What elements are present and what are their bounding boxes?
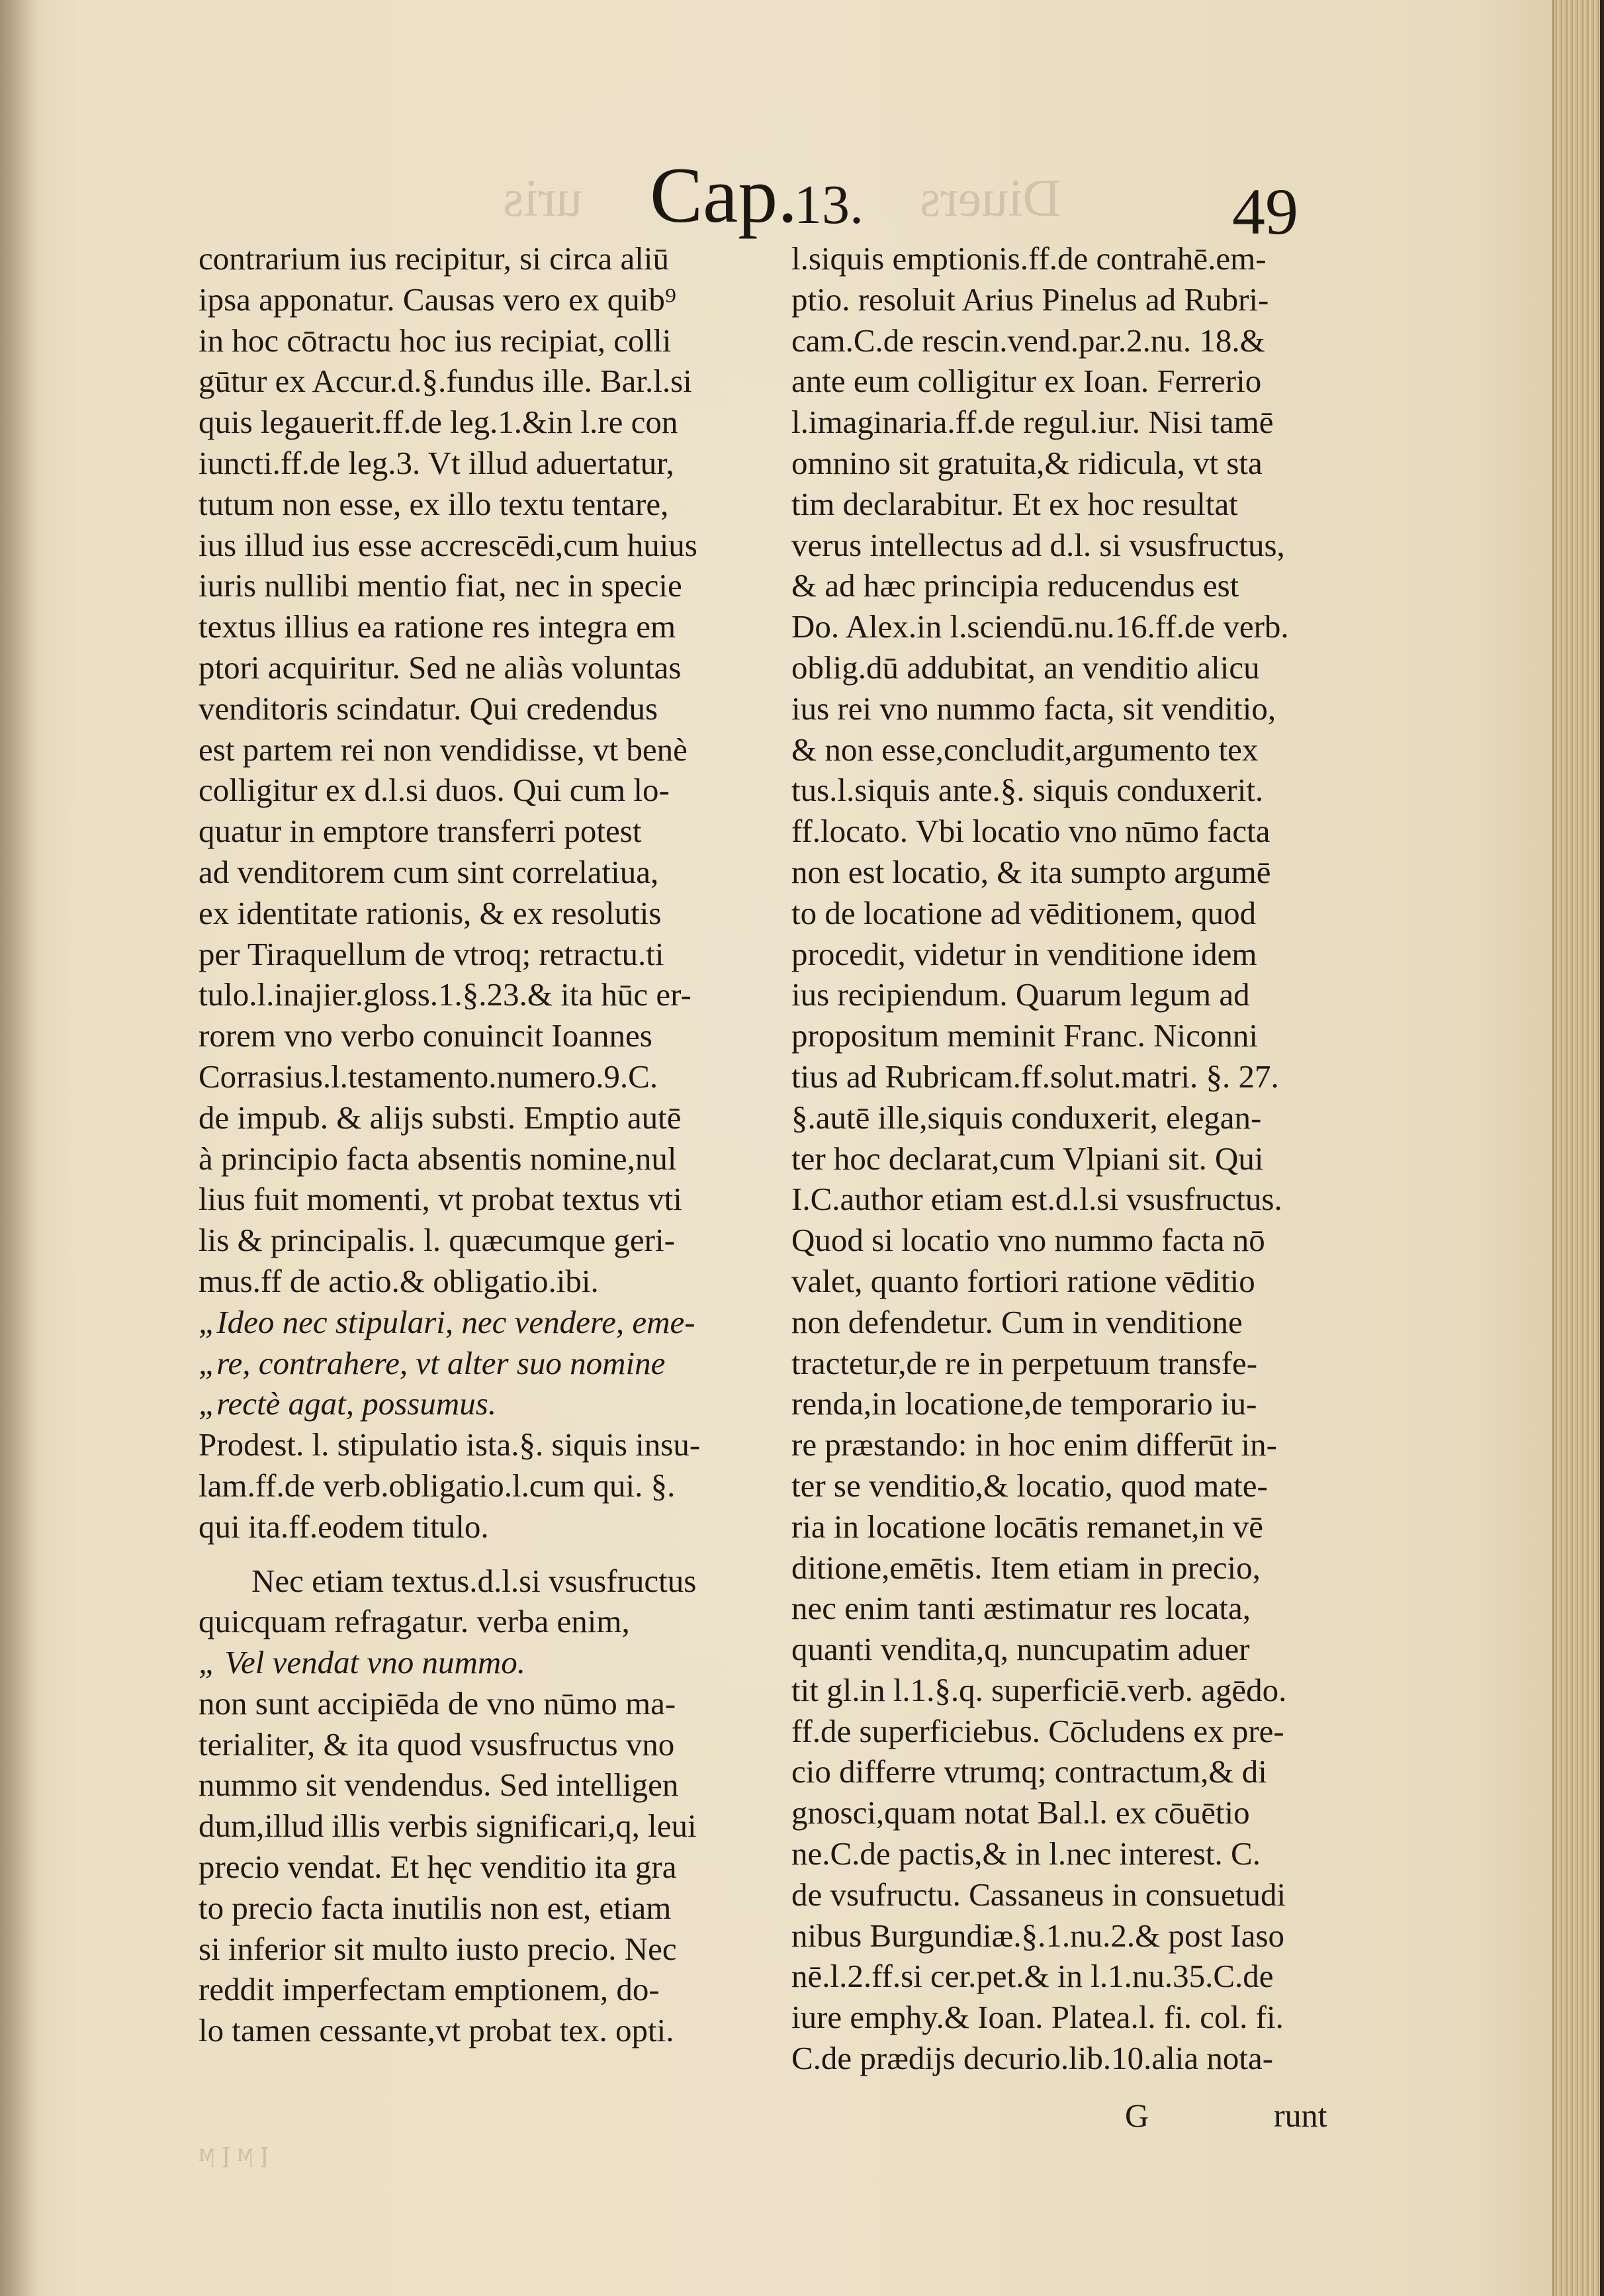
text-line: iure emphy.& Ioan. Platea.l. fi. col. fi. <box>791 1999 1284 2036</box>
text-line: ipsa apponatur. Causas vero ex quib⁹ <box>199 281 676 318</box>
text-line: lam.ff.de verb.obligatio.l.cum qui. §. <box>199 1467 676 1504</box>
text-line: tit gl.in l.1.§.q. superficiē.verb. agēdo. <box>791 1671 1287 1708</box>
text-line: dum,illud illis verbis significari,q, leui <box>199 1808 697 1845</box>
text-line: de vsufructu. Cassaneus in consuetudi <box>791 1876 1286 1913</box>
text-line: verus intellectus ad d.l. si vsusfructus, <box>791 526 1285 563</box>
text-line: omnino sit gratuita,& ridicula, vt sta <box>791 444 1263 481</box>
text-line: quicquam refragatur. verba enim, <box>199 1603 630 1640</box>
italic-quote-line: „rectè agat, possumus. <box>199 1385 497 1422</box>
running-title: Cap. <box>650 151 798 239</box>
text-line: C.de prædijs decurio.lib.10.alia nota- <box>791 2040 1274 2077</box>
text-line: cam.C.de rescin.vend.par.2.nu. 18.& <box>791 322 1265 359</box>
text-line: quatur in emptore transferri potest <box>199 813 642 850</box>
text-line: est partem rei non vendidisse, vt benè <box>199 731 688 768</box>
paragraph-gap <box>199 1547 700 1561</box>
text-line: tractetur,de re in perpetuum transfe- <box>791 1344 1258 1381</box>
text-line: re præstando: in hoc enim differūt in- <box>791 1426 1277 1463</box>
text-line: quis legauerit.ff.de leg.1.&in l.re con <box>199 404 678 441</box>
italic-quote-line: „Ideo nec stipulari, nec vendere, eme- <box>199 1303 695 1340</box>
page-number: 49 <box>1232 175 1298 248</box>
text-line: Do. Alex.in l.sciendū.nu.16.ff.de verb. <box>791 608 1289 645</box>
text-line: tutum non esse, ex illo textu tentare, <box>199 485 669 522</box>
text-line: iuris nullibi mentio fiat, nec in specie <box>199 567 682 604</box>
chapter-number: 13. <box>794 174 864 236</box>
text-line: to precio facta inutilis non est, etiam <box>199 1889 672 1926</box>
text-line: per Tiraquellum de vtroq; retractu.ti <box>199 935 664 972</box>
text-line: reddit imperfectam emptionem, do- <box>199 1971 660 2008</box>
text-line: ptio. resoluit Arius Pinelus ad Rubri- <box>791 281 1269 318</box>
show-through-text: ꞁ ϻ ꞁ ϻ <box>199 2137 269 2167</box>
text-line: §.autē ille,siquis conduxerit, elegan- <box>791 1099 1262 1136</box>
text-line: in hoc cōtractu hoc ius recipiat, colli <box>199 322 672 359</box>
text-line: & ad hæc principia reducendus est <box>791 567 1239 604</box>
page-edges <box>1552 0 1600 2296</box>
text-line: nummo sit vendendus. Sed intelligen <box>199 1767 679 1804</box>
text-line: mus.ff de actio.& obligatio.ibi. <box>199 1262 599 1299</box>
text-line: non defendetur. Cum in venditione <box>791 1303 1243 1340</box>
italic-quote-line: „re, contrahere, vt alter suo nomine <box>199 1344 666 1381</box>
text-line: nē.l.2.ff.si cer.pet.& in l.1.nu.35.C.de <box>791 1958 1274 1995</box>
text-line: à principio facta absentis nomine,nul <box>199 1140 677 1177</box>
text-line: procedit, videtur in venditione idem <box>791 935 1257 972</box>
text-line: ditione,emētis. Item etiam in precio, <box>791 1549 1261 1586</box>
text-line: ter se venditio,& locatio, quod mate- <box>791 1467 1268 1504</box>
text-line: tulo.l.inajier.gloss.1.§.23.& ita hūc er- <box>199 976 691 1013</box>
text-line: nec enim tanti æstimatur res locata, <box>791 1590 1251 1627</box>
text-line: ff.locato. Vbi locatio vno nūmo facta <box>791 813 1270 850</box>
text-line: contrarium ius recipitur, si circa aliū <box>199 240 670 277</box>
text-line: cio differre vtrumq; contractum,& di <box>791 1753 1267 1790</box>
text-line: qui ita.ff.eodem titulo. <box>199 1508 489 1545</box>
text-line: & non esse,concludit,argumento tex <box>791 731 1259 768</box>
text-line: propositum meminit Franc. Niconni <box>791 1017 1258 1054</box>
text-line: l.siquis emptionis.ff.de contrahē.em- <box>791 240 1267 277</box>
text-line: ter hoc declarat,cum Vlpiani sit. Qui <box>791 1140 1264 1177</box>
paragraph-start: Nec etiam textus.d.l.si vsusfructus <box>251 1562 697 1599</box>
text-line: ad venditorem cum sint correlatiua, <box>199 853 659 890</box>
text-line: terialiter, & ita quod vsusfructus vno <box>199 1725 675 1763</box>
text-line: colligitur ex d.l.si duos. Qui cum lo- <box>199 772 670 809</box>
text-line: non sunt accipiēda de vno nūmo ma- <box>199 1684 676 1722</box>
show-through-text: uris <box>503 169 582 228</box>
text-line: Quod si locatio vno nummo facta nō <box>791 1222 1265 1259</box>
text-line: quanti vendita,q, nuncupatim aduer <box>791 1631 1250 1668</box>
text-line: ex identitate rationis, & ex resolutis <box>199 894 662 931</box>
text-line: ria in locatione locātis remanet,in vē <box>791 1508 1263 1545</box>
text-line: Prodest. l. stipulatio ista.§. siquis insu- <box>199 1426 701 1463</box>
text-line: lius fuit momenti, vt probat textus vti <box>199 1181 682 1218</box>
running-header <box>0 149 1604 248</box>
text-line: rorem vno verbo conuincit Ioannes <box>199 1017 652 1054</box>
italic-quote-line: „ Vel vendat vno nummo. <box>199 1644 525 1681</box>
text-line: ante eum colligitur ex Ioan. Ferrerio <box>791 363 1262 400</box>
text-line: ff.de superficiebus. Cōcludens ex pre- <box>791 1712 1284 1749</box>
text-line: ptori acquiritur. Sed ne aliàs voluntas <box>199 649 682 686</box>
show-through-text: Diuers <box>920 169 1061 228</box>
text-line: gnosci,quam notat Bal.l. ex cōuētio <box>791 1794 1250 1831</box>
text-line: si inferior sit multo iusto precio. Nec <box>199 1930 677 1967</box>
text-line: valet, quanto fortiori ratione vēditio <box>791 1262 1255 1299</box>
text-line: ne.C.de pactis,& in l.nec interest. C. <box>791 1835 1261 1872</box>
text-line: tim declarabitur. Et ex hoc resultat <box>791 485 1238 522</box>
text-line: lo tamen cessante,vt probat tex. opti. <box>199 2012 674 2049</box>
text-line: ius rei vno nummo facta, sit venditio, <box>791 690 1276 727</box>
text-line: de impub. & alijs substi. Emptio autē <box>199 1099 682 1136</box>
text-line: ius recipiendum. Quarum legum ad <box>791 976 1250 1013</box>
text-line: to de locatione ad vēditionem, quod <box>791 894 1257 931</box>
right-column <box>791 238 1289 2079</box>
catchword: runt <box>1274 2097 1327 2134</box>
gutter-shadow <box>0 0 40 2296</box>
text-line: precio vendat. Et hęc venditio ita gra <box>199 1849 677 1886</box>
text-line: iuncti.ff.de leg.3. Vt illud aduertatur, <box>199 444 674 481</box>
text-line: ius illud ius esse accrescēdi,cum huius <box>199 526 697 563</box>
text-line: tus.l.siquis ante.§. siquis conduxerit. <box>791 772 1264 809</box>
text-line: renda,in locatione,de temporario iu- <box>791 1385 1257 1422</box>
text-line: gūtur ex Accur.d.§.fundus ille. Bar.l.si <box>199 363 692 400</box>
text-line: oblig.dū addubitat, an venditio alicu <box>791 649 1260 686</box>
text-line: textus illius ea ratione res integra em <box>199 608 676 645</box>
text-line: non est locatio, & ita sumpto argumē <box>791 853 1271 890</box>
left-column <box>199 238 700 2051</box>
signature-mark: G <box>1125 2097 1149 2134</box>
text-line: nibus Burgundiæ.§.1.nu.2.& post Iaso <box>791 1917 1285 1954</box>
text-line: lis & principalis. l. quæcumque geri- <box>199 1222 675 1259</box>
text-line: tius ad Rubricam.ff.solut.matri. §. 27. <box>791 1058 1279 1095</box>
text-line: I.C.author etiam est.d.l.si vsusfructus. <box>791 1181 1282 1218</box>
text-line: Corrasius.l.testamento.numero.9.C. <box>199 1058 658 1095</box>
text-line: l.imaginaria.ff.de regul.iur. Nisi tamē <box>791 404 1274 441</box>
text-line: venditoris scindatur. Qui credendus <box>199 690 658 727</box>
